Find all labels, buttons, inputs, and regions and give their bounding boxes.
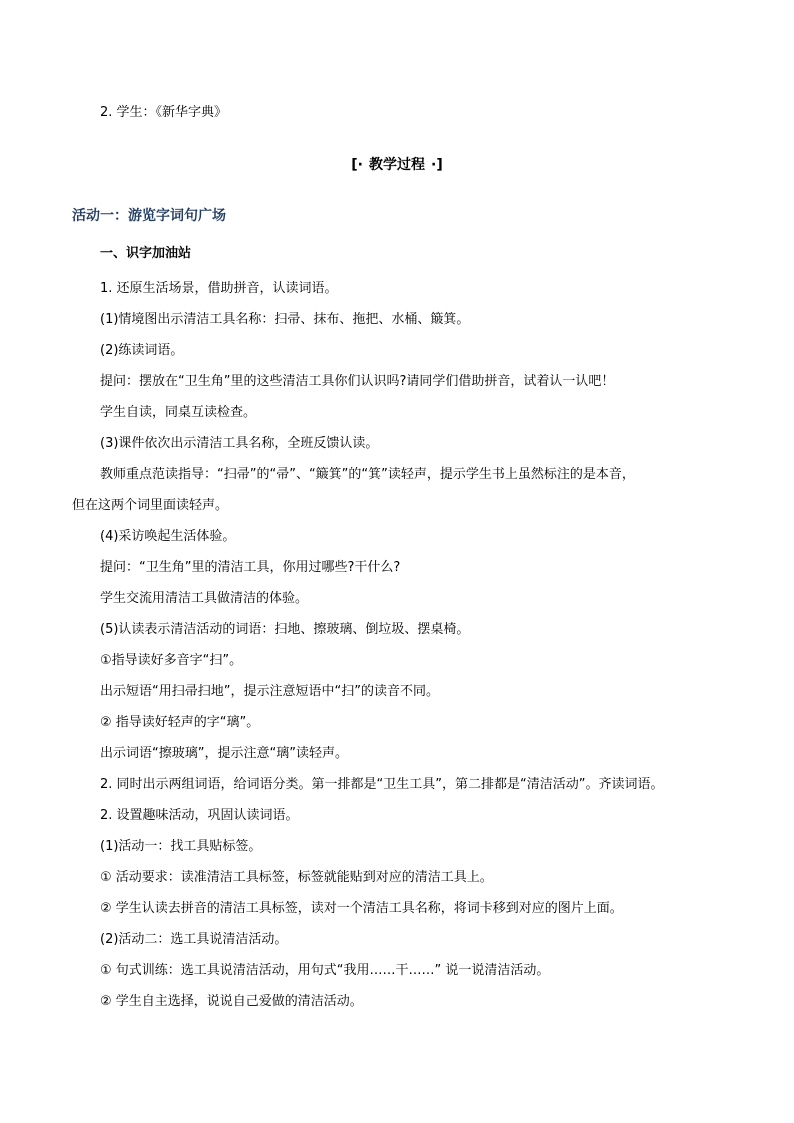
paragraph-line: 2. 同时出示两组词语，给词语分类。第一排都是“卫生工具”，第二排都是“清洁活动”。齐读词语。 <box>100 777 664 792</box>
paragraph-line: 教师重点范读指导：“扫帚”的“帚”、“簸箕”的“箕”读轻声，提示学生书上虽然标注的是本音， <box>100 467 635 482</box>
paragraph-line: (1)活动一：找工具贴标签。 <box>100 839 262 854</box>
paragraph-line: (3)课件依次出示清洁工具名称，全班反馈认读。 <box>100 436 379 451</box>
section-bracket-close: ·] <box>431 157 443 173</box>
paragraph-line: 但在这两个词里面读轻声。 <box>72 498 229 513</box>
paragraph-line: (5)认读表示清洁活动的词语：扫地、擦玻璃、倒垃圾、摆桌椅。 <box>100 622 470 637</box>
prep-item-2: 2. 学生：《新华字典》 <box>100 105 228 120</box>
section-title-text: 教学过程 <box>369 157 425 173</box>
paragraph-line: (4)采访唤起生活体验。 <box>100 529 236 544</box>
paragraph-line: ② 学生认读去拼音的清洁工具标签，读对一个清洁工具名称，将词卡移到对应的图片上面。 <box>100 901 623 916</box>
paragraph-line: 学生自读，同桌互读检查。 <box>100 405 257 420</box>
paragraph-line: (2)活动二：选工具说清洁活动。 <box>100 932 288 947</box>
paragraph-line: 提问：“卫生角”里的清洁工具，你用过哪些?干什么? <box>100 560 401 575</box>
paragraph-line: ① 句式训练：选工具说清洁活动，用句式“我用……干……” 说一说清洁活动。 <box>100 963 550 978</box>
paragraph-line: 2. 设置趣味活动，巩固认读词语。 <box>100 808 299 823</box>
paragraph-line: (1)情境图出示清洁工具名称：扫帚、抹布、拖把、水桶、簸箕。 <box>100 312 470 327</box>
paragraph-line: ① 活动要求：读准清洁工具标签，标签就能贴到对应的清洁工具上。 <box>100 870 493 885</box>
activity-1-title: 活动一：游览字词句广场 <box>72 208 226 224</box>
section-bracket-open: [· <box>351 157 363 173</box>
paragraph-line: 1. 还原生活场景，借助拼音，认读词语。 <box>100 281 338 296</box>
paragraph-line: ② 指导读好轻声的字“璃”。 <box>100 715 260 730</box>
paragraph-line: ①指导读好多音字“扫”。 <box>100 653 243 668</box>
subsection-1-title: 一、识字加油站 <box>100 246 192 261</box>
section-heading <box>0 154 794 176</box>
paragraph-line: 提问：摆放在“卫生角”里的这些清洁工具你们认识吗?请同学们借助拼音，试着认一认吧！ <box>100 374 615 389</box>
paragraph-line: (2)练读词语。 <box>100 343 184 358</box>
paragraph-line: 学生交流用清洁工具做清洁的体验。 <box>100 591 309 606</box>
paragraph-line: ② 学生自主选择，说说自己爱做的清洁活动。 <box>100 994 363 1009</box>
paragraph-line: 出示短语“用扫帚扫地”，提示注意短语中“扫”的读音不同。 <box>100 684 439 699</box>
paragraph-line: 出示词语“擦玻璃”，提示注意“璃”读轻声。 <box>100 746 348 761</box>
